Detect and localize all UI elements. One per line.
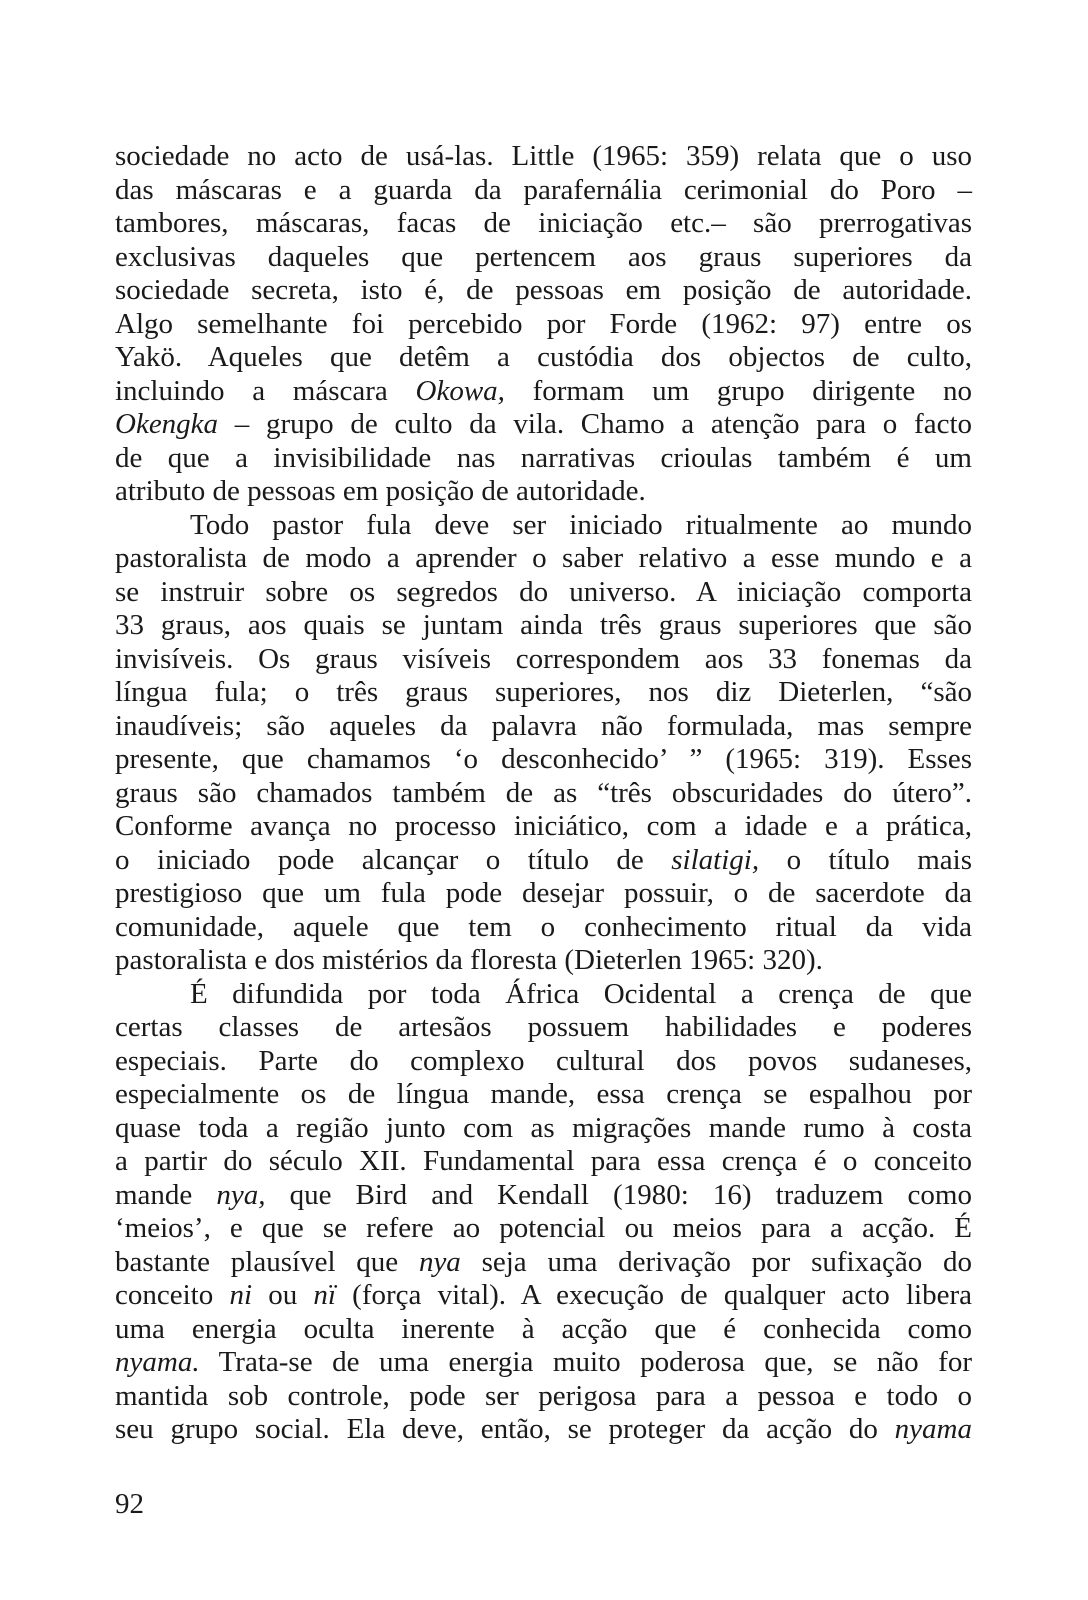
text-line: [115, 877, 972, 911]
text-line: [115, 408, 972, 442]
text-line: [115, 207, 972, 241]
text-line: [115, 676, 972, 710]
italic-term: ni: [229, 1279, 252, 1311]
text-segment: tambores, máscaras, facas de iniciação etc.– são prerrogativas: [115, 207, 972, 239]
italic-term: nya,: [216, 1178, 266, 1211]
italic-term: silatigi,: [671, 843, 760, 876]
text-line: [115, 1313, 972, 1347]
text-segment: das máscaras e a guarda da parafernália cerimonial do Poro –: [115, 173, 972, 206]
paragraph: [115, 509, 972, 978]
text-line: [115, 375, 972, 409]
text-line: [115, 1279, 972, 1313]
text-segment: o título mais: [759, 843, 973, 876]
text-segment: se instruir sobre os segredos do universo. A iniciação comporta: [115, 575, 972, 608]
text-line: [115, 609, 972, 643]
italic-term: nyama.: [115, 1346, 200, 1378]
text-line: [115, 341, 972, 375]
text-line: [115, 442, 972, 476]
text-segment: inaudíveis; são aqueles da palavra não formulada, mas sempre: [115, 709, 972, 742]
text-segment: quase toda a região junto com as migrações mande rumo à costa: [115, 1111, 972, 1144]
text-segment: comunidade, aquele que tem o conhecimento ritual da vida: [115, 910, 972, 943]
text-line: [115, 241, 972, 275]
text-segment: a partir do século XII. Fundamental para essa crença é o conceito: [115, 1145, 972, 1177]
text-line: [115, 911, 972, 945]
text-segment: sociedade no acto de usá-las. Little (1965: 359) relata que o uso: [115, 140, 972, 172]
text-line: [115, 810, 972, 844]
text-line: [115, 542, 972, 576]
text-segment: Conforme avança no processo iniciático, com a idade e a prática,: [115, 810, 972, 842]
text-segment: seja uma derivação por sufixação do: [460, 1245, 972, 1278]
text-line: [115, 1380, 972, 1414]
text-segment: pastoralista e dos mistérios da floresta (Dieterlen 1965: 320).: [115, 944, 823, 976]
text-line: [115, 1346, 972, 1380]
text-segment: presente, que chamamos ‘o desconhecido’ ” (1965: 319). Esses: [115, 743, 972, 775]
body-text: [115, 140, 972, 1447]
text-segment: Trata-se de uma energia muito poderosa que, se não for: [199, 1346, 972, 1378]
text-segment: prestigioso que um fula pode desejar possuir, o de sacerdote da: [115, 877, 972, 909]
text-line: [115, 1078, 972, 1112]
text-line: [115, 174, 972, 208]
text-segment: formam um grupo dirigente no: [504, 374, 972, 407]
text-line: [115, 1045, 972, 1079]
text-segment: uma energia oculta inerente à acção que é conhecida como: [115, 1312, 972, 1345]
text-line: [115, 844, 972, 878]
text-segment: invisíveis. Os graus visíveis correspondem aos 33 fonemas da: [115, 642, 972, 675]
text-line: [115, 509, 972, 543]
italic-term: Okowa,: [415, 374, 505, 407]
text-segment: – grupo de culto da vila. Chamo a atenção para o facto: [218, 408, 972, 440]
text-segment: ou: [252, 1279, 314, 1311]
paragraph: [115, 140, 972, 509]
text-line: [115, 475, 972, 509]
text-segment: graus são chamados também de as “três obscuridades do útero”.: [115, 776, 972, 809]
text-line: [115, 1112, 972, 1146]
text-line: [115, 1179, 972, 1213]
text-line: [115, 643, 972, 677]
text-line: [115, 1145, 972, 1179]
text-line: [115, 576, 972, 610]
page-number: 92: [115, 1488, 144, 1520]
text-line: [115, 140, 972, 174]
text-line: [115, 710, 972, 744]
text-segment: Todo pastor fula deve ser iniciado ritualmente ao mundo: [190, 508, 972, 541]
text-segment: sociedade secreta, isto é, de pessoas em posição de autoridade.: [115, 274, 972, 306]
text-line: [115, 1011, 972, 1045]
italic-term: nï: [313, 1279, 336, 1311]
text-line: [115, 743, 972, 777]
text-segment: 33 graus, aos quais se juntam ainda três graus superiores que são: [115, 609, 972, 641]
text-segment: seu grupo social. Ela deve, então, se proteger da acção do: [115, 1413, 895, 1445]
text-line: [115, 978, 972, 1012]
text-segment: É difundida por toda África Ocidental a crença de que: [190, 977, 972, 1010]
text-segment: língua fula; o três graus superiores, nos diz Dieterlen, “são: [115, 676, 972, 708]
text-line: [115, 1212, 972, 1246]
paragraph: [115, 978, 972, 1447]
text-line: [115, 944, 972, 978]
text-segment: pastoralista de modo a aprender o saber relativo a esse mundo e a: [115, 542, 972, 574]
text-line: [115, 1413, 972, 1447]
text-segment: mande: [115, 1178, 217, 1211]
text-segment: o iniciado pode alcançar o título de: [115, 843, 672, 876]
italic-term: nyama: [894, 1413, 972, 1445]
text-line: [115, 274, 972, 308]
text-segment: Algo semelhante foi percebido por Forde (1962: 97) entre os: [115, 307, 972, 340]
text-line: [115, 1246, 972, 1280]
text-segment: Yakö. Aqueles que detêm a custódia dos objectos de culto,: [115, 341, 972, 373]
italic-term: Okengka: [115, 408, 219, 440]
text-segment: certas classes de artesãos possuem habilidades e poderes: [115, 1011, 972, 1043]
text-segment: especiais. Parte do complexo cultural dos povos sudaneses,: [115, 1044, 972, 1077]
text-segment: atributo de pessoas em posição de autoridade.: [115, 475, 646, 507]
text-segment: ‘meios’, e que se refere ao potencial ou meios para a acção. É: [115, 1212, 972, 1244]
text-line: [115, 777, 972, 811]
text-segment: mantida sob controle, pode ser perigosa para a pessoa e todo o: [115, 1379, 972, 1412]
text-segment: exclusivas daqueles que pertencem aos graus superiores da: [115, 240, 972, 273]
text-line: [115, 308, 972, 342]
text-segment: conceito: [115, 1279, 230, 1311]
italic-term: nya: [418, 1245, 461, 1278]
text-segment: incluindo a máscara: [115, 374, 416, 407]
text-segment: especialmente os de língua mande, essa crença se espalhou por: [115, 1078, 972, 1110]
text-segment: (força vital). A execução de qualquer acto libera: [335, 1279, 972, 1311]
text-segment: de que a invisibilidade nas narrativas crioulas também é um: [115, 441, 972, 474]
text-segment: bastante plausível que: [115, 1245, 419, 1278]
text-segment: que Bird and Kendall (1980: 16) traduzem como: [265, 1178, 972, 1211]
